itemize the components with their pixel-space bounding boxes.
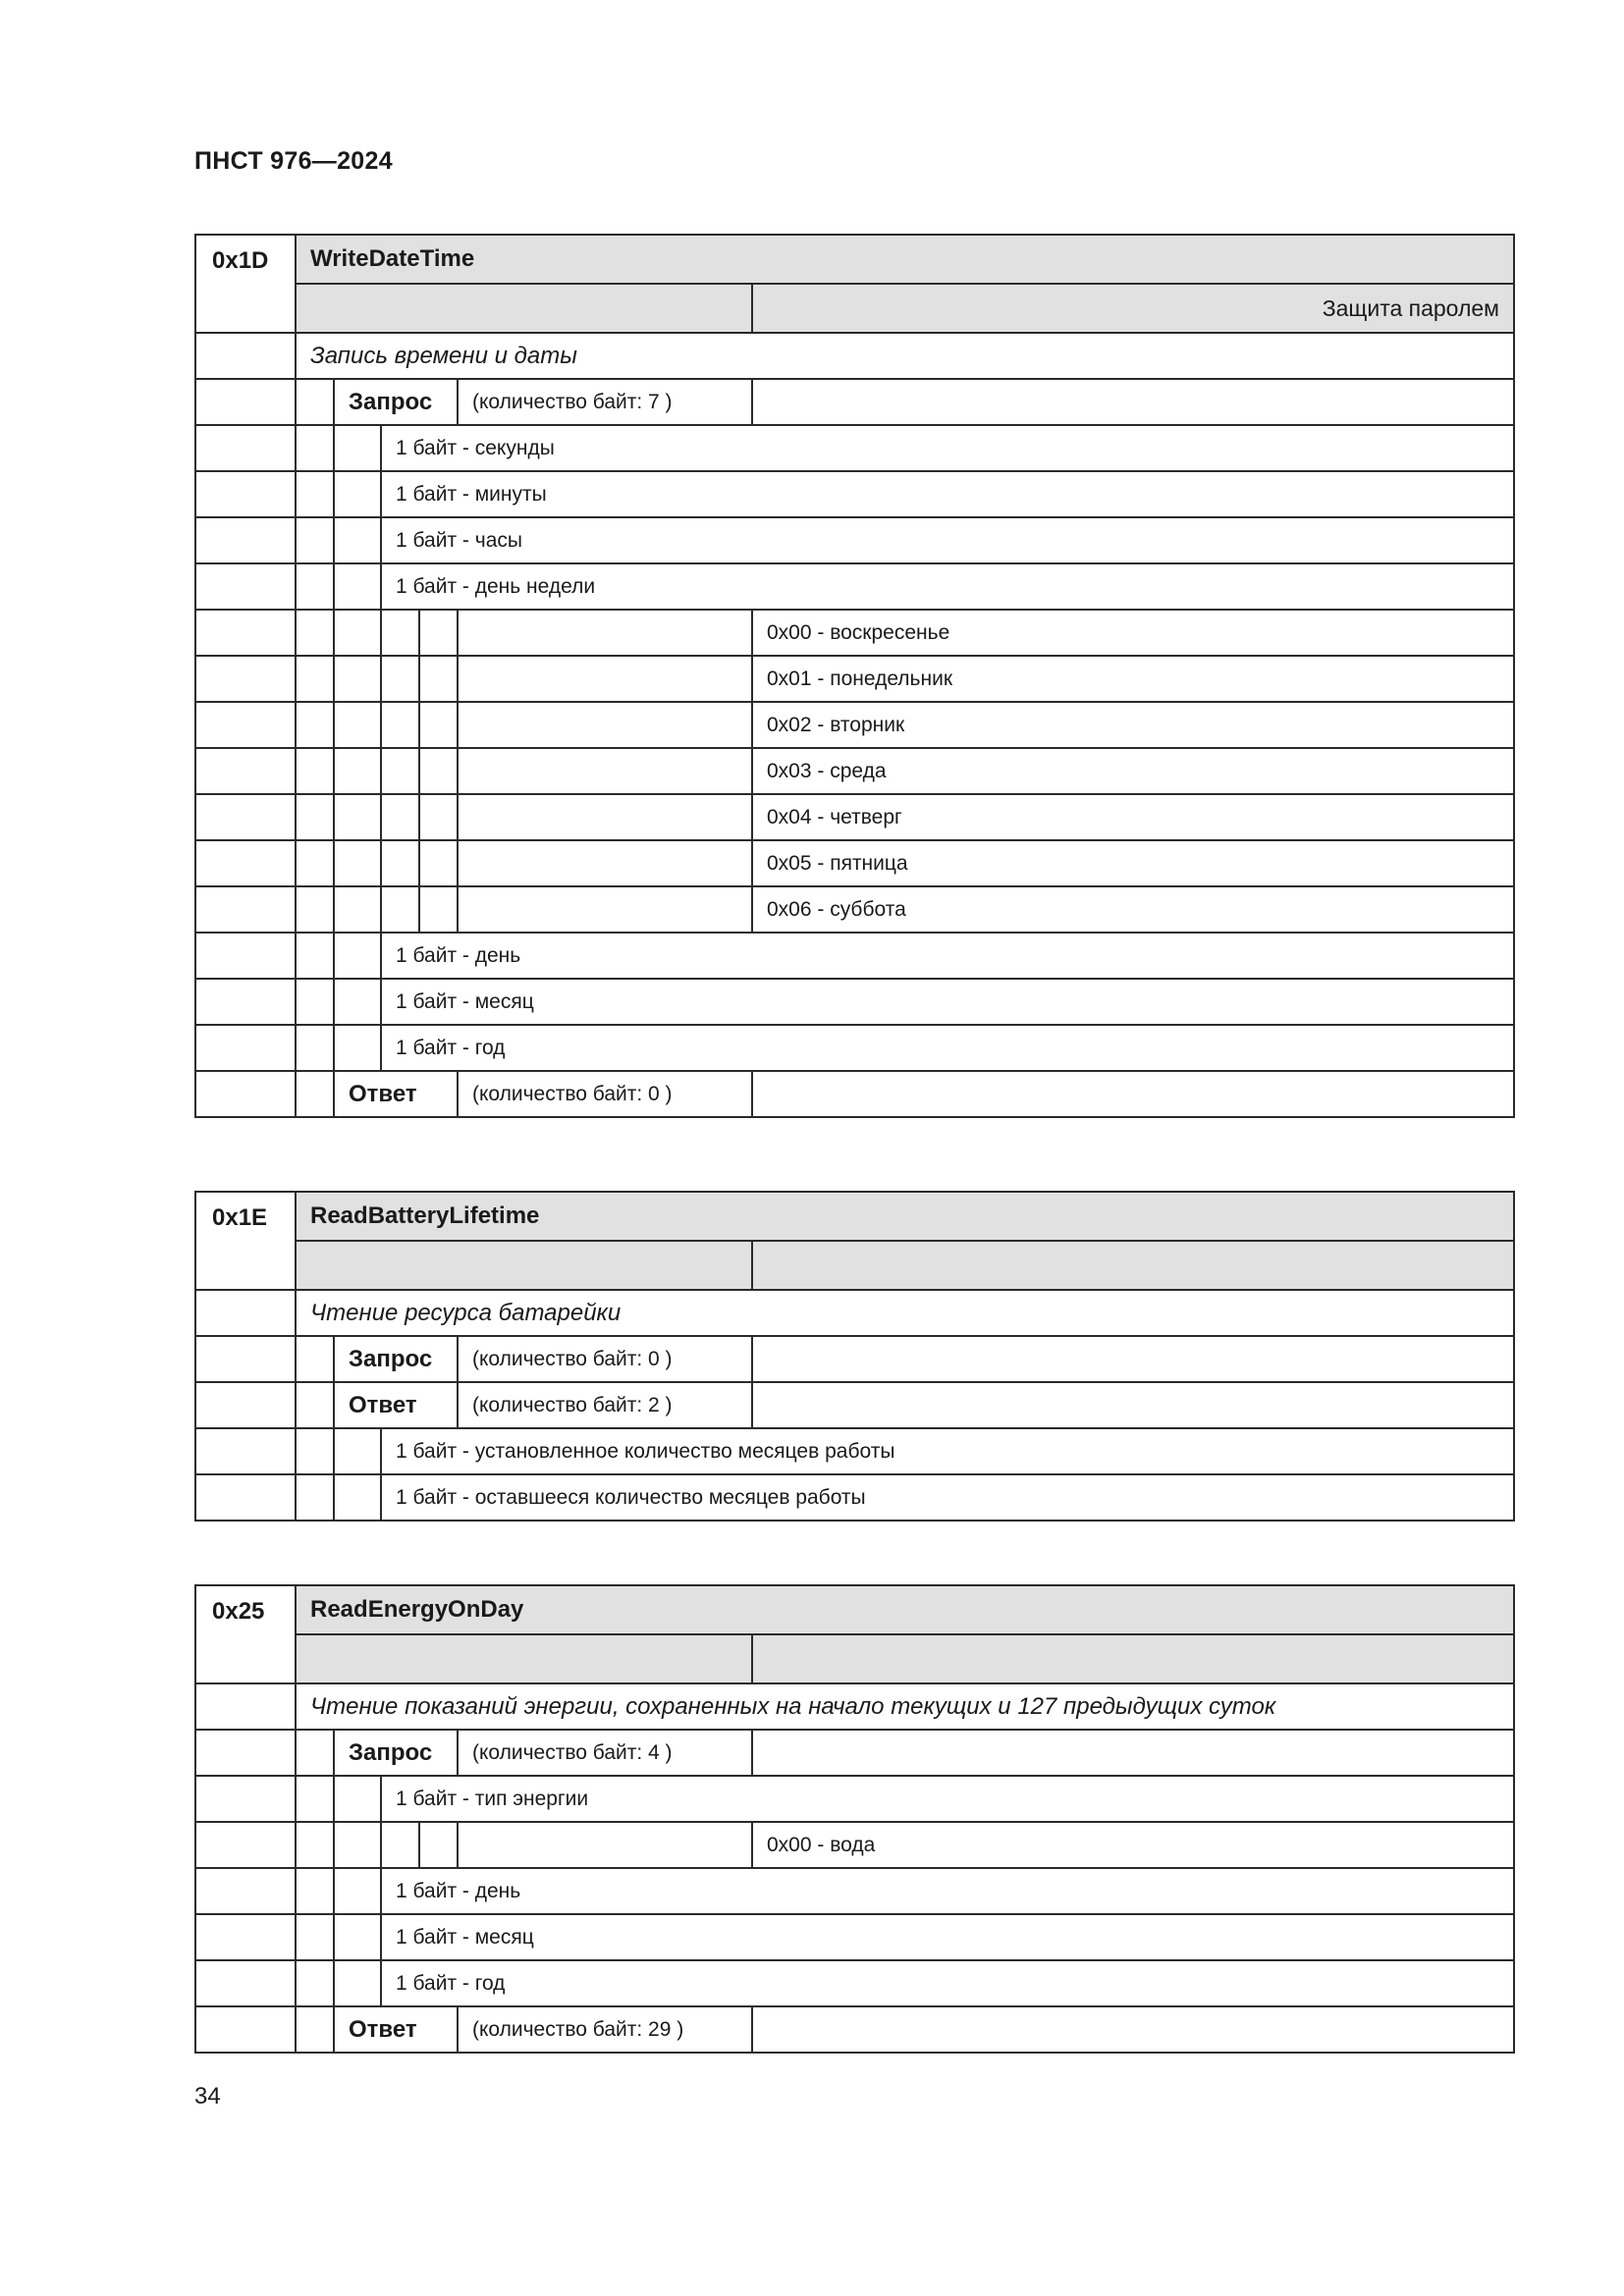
response-label: Ответ <box>334 1382 458 1428</box>
table-row <box>195 333 1514 379</box>
table-row <box>195 425 1514 471</box>
empty-cell <box>334 702 381 748</box>
field-weekday: 1 байт - день недели <box>381 563 1514 610</box>
table-row <box>195 563 1514 610</box>
table-row <box>195 1634 1514 1683</box>
empty-cell <box>419 840 458 886</box>
empty-cell <box>296 1071 334 1117</box>
weekday-value: 0x06 - суббота <box>752 886 1514 933</box>
empty-cell <box>334 1025 381 1071</box>
table-row <box>195 1241 1514 1290</box>
field-day: 1 байт - день <box>381 1868 1514 1914</box>
table-row <box>195 1474 1514 1521</box>
field-seconds: 1 байт - секунды <box>381 425 1514 471</box>
field-day: 1 байт - день <box>381 933 1514 979</box>
table-row <box>195 1071 1514 1117</box>
table-row <box>195 1192 1514 1241</box>
empty-cell <box>334 748 381 794</box>
empty-cell <box>296 840 334 886</box>
empty-cell <box>296 933 334 979</box>
empty-cell <box>296 610 334 656</box>
empty-cell <box>296 284 752 333</box>
table-row <box>195 1868 1514 1914</box>
field-hours: 1 байт - часы <box>381 517 1514 563</box>
empty-cell <box>195 702 296 748</box>
command-name: ReadEnergyOnDay <box>296 1585 1514 1634</box>
empty-cell <box>296 1634 752 1683</box>
command-code: 0x1D <box>195 235 296 333</box>
request-label: Запрос <box>334 1730 458 1776</box>
table-row <box>195 702 1514 748</box>
empty-cell <box>381 840 419 886</box>
response-label: Ответ <box>334 1071 458 1117</box>
command-table-read-energy-on-day <box>194 1584 1515 2054</box>
table-row <box>195 933 1514 979</box>
empty-cell <box>296 1025 334 1071</box>
empty-cell <box>381 702 419 748</box>
weekday-value: 0x03 - среда <box>752 748 1514 794</box>
empty-cell <box>195 979 296 1025</box>
energy-type-value: 0x00 - вода <box>752 1822 1514 1868</box>
command-description: Чтение ресурса батарейки <box>296 1290 1514 1336</box>
table-row <box>195 1382 1514 1428</box>
command-name: ReadBatteryLifetime <box>296 1192 1514 1241</box>
empty-cell <box>458 610 752 656</box>
command-table-write-date-time <box>194 234 1515 1118</box>
table-row <box>195 1914 1514 1960</box>
empty-cell <box>296 656 334 702</box>
empty-cell <box>381 610 419 656</box>
response-byte-count: (количество байт: 0 ) <box>458 1071 752 1117</box>
table-row <box>195 379 1514 425</box>
empty-cell <box>419 794 458 840</box>
document-header: ПНСТ 976—2024 <box>194 147 393 175</box>
empty-cell <box>195 886 296 933</box>
empty-cell <box>381 886 419 933</box>
command-description: Запись времени и даты <box>296 333 1514 379</box>
table-row <box>195 1730 1514 1776</box>
request-byte-count: (количество байт: 0 ) <box>458 1336 752 1382</box>
empty-cell <box>381 656 419 702</box>
command-code: 0x25 <box>195 1585 296 1683</box>
password-protection-note: Защита паролем <box>752 284 1514 333</box>
empty-cell <box>195 840 296 886</box>
empty-cell <box>195 610 296 656</box>
empty-cell <box>419 748 458 794</box>
request-byte-count: (количество байт: 7 ) <box>458 379 752 425</box>
request-label: Запрос <box>334 379 458 425</box>
empty-cell <box>334 656 381 702</box>
empty-cell <box>458 840 752 886</box>
empty-cell <box>195 794 296 840</box>
empty-cell <box>458 702 752 748</box>
table-row <box>195 1428 1514 1474</box>
table-row <box>195 1585 1514 1634</box>
empty-cell <box>419 702 458 748</box>
empty-cell <box>296 1241 752 1290</box>
table-row <box>195 517 1514 563</box>
empty-cell <box>381 794 419 840</box>
table-row <box>195 1960 1514 2006</box>
table-row <box>195 2006 1514 2053</box>
empty-cell <box>195 656 296 702</box>
empty-cell <box>195 1071 296 1117</box>
empty-cell <box>195 333 296 379</box>
empty-cell <box>296 794 334 840</box>
weekday-value: 0x00 - воскресенье <box>752 610 1514 656</box>
response-byte-count: (количество байт: 2 ) <box>458 1382 752 1428</box>
table-row <box>195 610 1514 656</box>
empty-cell <box>381 748 419 794</box>
empty-cell <box>752 1634 1514 1683</box>
empty-cell <box>752 1241 1514 1290</box>
empty-cell <box>334 840 381 886</box>
empty-cell <box>334 610 381 656</box>
weekday-value: 0x02 - вторник <box>752 702 1514 748</box>
table-row <box>195 794 1514 840</box>
empty-cell <box>296 748 334 794</box>
empty-cell <box>458 748 752 794</box>
empty-cell <box>334 979 381 1025</box>
field-month: 1 байт - месяц <box>381 979 1514 1025</box>
empty-cell <box>195 933 296 979</box>
table-row <box>195 1336 1514 1382</box>
empty-cell <box>752 1071 1514 1117</box>
weekday-value: 0x05 - пятница <box>752 840 1514 886</box>
empty-cell <box>458 794 752 840</box>
field-year: 1 байт - год <box>381 1025 1514 1071</box>
request-byte-count: (количество байт: 4 ) <box>458 1730 752 1776</box>
table-row <box>195 284 1514 333</box>
empty-cell <box>334 886 381 933</box>
command-name: WriteDateTime <box>296 235 1514 284</box>
empty-cell <box>195 748 296 794</box>
page-number: 34 <box>194 2083 221 2109</box>
table-row <box>195 1683 1514 1730</box>
empty-cell <box>419 886 458 933</box>
empty-cell <box>419 656 458 702</box>
field-installed-months: 1 байт - установленное количество месяцев работы <box>381 1428 1514 1474</box>
table-row <box>195 1025 1514 1071</box>
empty-cell <box>334 794 381 840</box>
field-energy-type: 1 байт - тип энергии <box>381 1776 1514 1822</box>
empty-cell <box>296 702 334 748</box>
empty-cell <box>458 886 752 933</box>
request-label: Запрос <box>334 1336 458 1382</box>
response-label: Ответ <box>334 2006 458 2053</box>
field-remaining-months: 1 байт - оставшееся количество месяцев работы <box>381 1474 1514 1521</box>
weekday-value: 0x04 - четверг <box>752 794 1514 840</box>
response-byte-count: (количество байт: 29 ) <box>458 2006 752 2053</box>
command-table-read-battery-lifetime <box>194 1191 1515 1522</box>
empty-cell <box>195 1025 296 1071</box>
table-row <box>195 656 1514 702</box>
empty-cell <box>334 933 381 979</box>
empty-cell <box>419 610 458 656</box>
table-row <box>195 979 1514 1025</box>
field-year: 1 байт - год <box>381 1960 1514 2006</box>
table-row <box>195 471 1514 517</box>
table-row <box>195 886 1514 933</box>
empty-cell <box>296 979 334 1025</box>
field-month: 1 байт - месяц <box>381 1914 1514 1960</box>
table-row <box>195 748 1514 794</box>
empty-cell <box>296 886 334 933</box>
table-row <box>195 840 1514 886</box>
field-minutes: 1 байт - минуты <box>381 471 1514 517</box>
table-row <box>195 1290 1514 1336</box>
command-description: Чтение показаний энергии, сохраненных на начало текущих и 127 предыдущих суток <box>296 1683 1514 1730</box>
table-row <box>195 1822 1514 1868</box>
empty-cell <box>458 656 752 702</box>
table-row <box>195 235 1514 284</box>
weekday-value: 0x01 - понедельник <box>752 656 1514 702</box>
table-row <box>195 1776 1514 1822</box>
command-code: 0x1E <box>195 1192 296 1290</box>
